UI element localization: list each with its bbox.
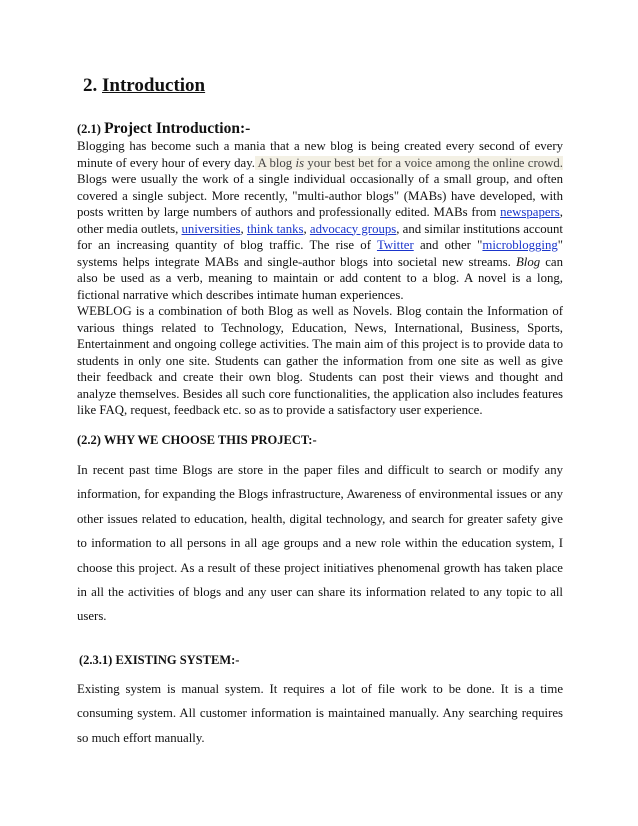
intro-text-3: , other media outlets, [77, 205, 563, 236]
intro-italic-blog: Blog [515, 254, 541, 269]
chapter-title: Introduction [102, 75, 206, 96]
highlight-text-b: your best bet for a voice among the online crowd. [304, 155, 563, 170]
section-2-2-body: In recent past time Blogs are store in the paper files and difficult to search or modify any information, for expanding the Blogs infrastructure, Awareness of environmental issues or any other issues related to education, health, digital technology, and search for greater safety give to information to all persons in all age groups and a new role within the education system, I choose this project. As a result of these project initiatives phenomenal growth has taken place in all the activities of blogs and any user can share its information related to any topic to all users. [77, 463, 563, 624]
link-twitter[interactable]: Twitter [376, 238, 414, 252]
link-advocacy-groups[interactable]: advocacy groups [309, 221, 397, 236]
section-2-3-1-heading: (2.3.1) EXISTING SYSTEM:- [79, 653, 240, 667]
section-2-1-heading [77, 120, 250, 138]
link-think-tanks[interactable]: think tanks [246, 221, 304, 236]
intro-text-6: , and similar institutions account for an increasing quantity of blog traffic. The rise of [77, 221, 563, 252]
chapter-heading [83, 75, 205, 97]
intro-text-1: Blogging has become such a mania that a new blog is being created every second of every minute of every hour of every day. [77, 139, 563, 170]
link-universities[interactable]: universities [181, 221, 241, 236]
intro-text-4: , [240, 221, 247, 236]
intro-text-7: and other " [413, 238, 483, 252]
intro-text-9: can also be used as a verb, meaning to maintain or add content to a blog. A novel is a long, fictional narrative which describes intimate human experiences. [77, 254, 563, 302]
highlight-text-a: A blog [254, 155, 296, 170]
link-newspapers[interactable]: newspapers [500, 205, 560, 219]
section-2-1-title: Project Introduction:- [104, 120, 251, 137]
section-2-2-heading: (2.2) WHY WE CHOOSE THIS PROJECT:- [77, 433, 317, 447]
chapter-number: 2. [83, 75, 102, 96]
intro-paragraph-1 [77, 138, 563, 303]
highlight-italic-is: is [295, 155, 305, 170]
highlighted-quote [255, 156, 563, 170]
intro-text-8: " systems helps integrate MABs and single-author blogs into societal new streams. [77, 238, 563, 269]
intro-paragraph-2: WEBLOG is a combination of both Blog as well as Novels. Blog contain the Information of various things related to Technology, Education, News, International, Business, Sports, Entertainment and ongoing college activities. The main aim of this project is to provide data to students in only one site. Students can gather the information from one site as well as give their feedback and create their own blog. Students can post their views and thought and analyze themselves. Besides all such core functionalities, the application also includes features like FAQ, request, feedback etc. so as to provide a satisfactory user experience. [77, 304, 563, 417]
section-2-1-number: (2.1) [77, 122, 105, 136]
intro-text-5: , [303, 221, 310, 236]
intro-text-2: Blogs were usually the work of a single individual occasionally of a small group, and often covered a single subject. More recently, "multi-author blogs" (MABs) have developed, with posts written by large numbers of authors and professionally edited. MABs from [77, 172, 563, 219]
project-introduction-text [77, 138, 563, 419]
link-microblogging[interactable]: microblogging [482, 238, 558, 252]
section-2-3-1-body: Existing system is manual system. It requires a lot of file work to be done. It is a time consuming system. All customer information is maintained manually. Any searching requires so much effort manually. [77, 682, 563, 745]
